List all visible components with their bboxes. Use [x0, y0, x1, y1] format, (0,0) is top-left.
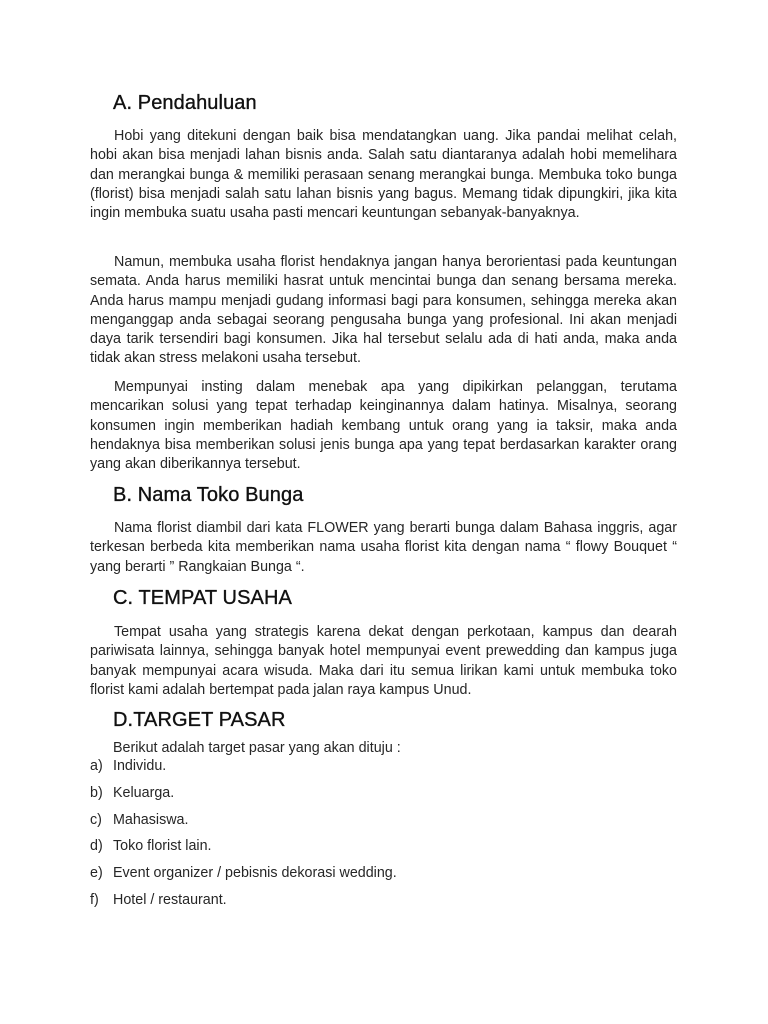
- list-item-text: Keluarga.: [113, 784, 175, 801]
- list-item-text: Individu.: [113, 758, 167, 774]
- list-item-text: Hotel / restaurant.: [113, 891, 227, 908]
- list-item-text: Event organizer / pebisnis dekorasi wedding.: [113, 865, 397, 882]
- section-heading-pendahuluan: A. Pendahuluan: [113, 92, 257, 114]
- list-marker: e): [90, 865, 103, 882]
- section-heading-nama-toko: B. Nama Toko Bunga: [113, 484, 304, 506]
- list-item-text: Toko florist lain.: [113, 838, 212, 855]
- list-marker: d): [90, 838, 103, 855]
- paragraph-pendahuluan-3: Mempunyai insting dalam menebak apa yang dipikirkan pelanggan, terutama mencarikan solusi yang tepat terhadap keinginannya dalam hatinya. Misalnya, seorang konsumen ingin memberikan hadiah kembang untuk orang yang ia taksir, maka anda hendaknya bisa memberikan solusi jenis bunga apa yang tepat berdasarkan karakter orang yang akan diberikannya tersebut.: [90, 379, 677, 473]
- paragraph-nama-toko: Nama florist diambil dari kata FLOWER yang berarti bunga dalam Bahasa inggris, agar terkesan berbeda kita memberikan nama usaha florist kita dengan nama “ flowy Bouquet “ yang berarti ” Rangkaian Bunga “.: [90, 520, 677, 575]
- section-heading-tempat-usaha: C. TEMPAT USAHA: [113, 587, 292, 609]
- list-marker: c): [90, 811, 102, 828]
- paragraph-pendahuluan-1: Hobi yang ditekuni dengan baik bisa mendatangkan uang. Jika pandai melihat celah, hobi akan bisa menjadi lahan bisnis anda. Salah satu diantaranya adalah hobi memelihara dan merangkai bunga & memiliki perasaan senang merangkai bunga. Membuka toko bunga (florist) bisa menjadi salah satu lahan bisnis yang bagus. Memang tidak dipungkiri, jika kita ingin membuka suatu usaha pasti mencari keuntungan sebanyak-banyaknya.: [90, 128, 677, 222]
- list-marker: b): [90, 784, 103, 801]
- list-marker: a): [90, 758, 103, 774]
- paragraph-pendahuluan-2: Namun, membuka usaha florist hendaknya jangan hanya berorientasi pada keuntungan semata. Anda harus memiliki hasrat untuk mencintai bunga dan senang bersama mereka. Anda harus mampu menjadi gudang informasi bagi para konsumen, sehingga mereka akan menganggap anda sebagai seorang pengusaha bunga yang profesional. Ini akan menjadi daya tarik tersendiri bagi konsumen. Jika hal tersebut selalu ada di hati anda, maka anda tidak akan stress melakoni usaha tersebut.: [90, 254, 677, 367]
- list-marker: f): [90, 891, 99, 908]
- list-item-text: Mahasiswa.: [113, 811, 189, 828]
- paragraph-tempat-usaha: Tempat usaha yang strategis karena dekat dengan perkotaan, kampus dan dearah pariwisata lainnya, sehingga banyak hotel mempunyai event prewedding dan kampus juga banyak mempunyai acara wisuda. Maka dari itu semua lirikan kami untuk membuka toko florist kami adalah bertempat pada jalan raya kampus Unud.: [90, 624, 677, 698]
- target-pasar-intro: Berikut adalah target pasar yang akan dituju :: [113, 740, 401, 756]
- section-heading-target-pasar: D.TARGET PASAR: [113, 709, 286, 731]
